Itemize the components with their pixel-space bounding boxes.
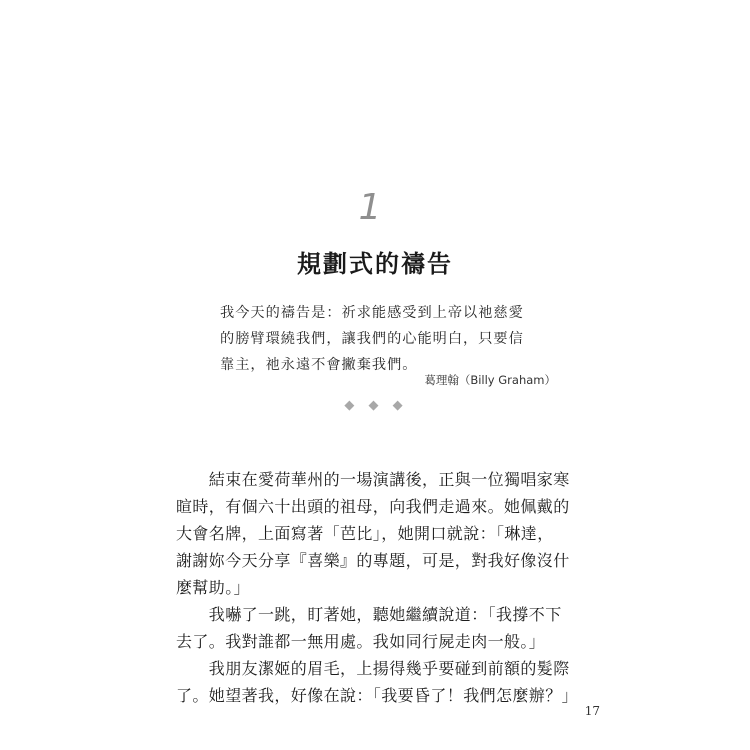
body-line: 我嚇了一跳，盯著她，聽她繼續說道：「我撐不下 — [176, 605, 562, 624]
epigraph-line: 靠主，祂永遠不會撇棄我們。 — [220, 357, 418, 373]
chapter-title: 規劃式的禱告 — [297, 250, 453, 278]
epigraph-line: 的膀臂環繞我們，讓我們的心能明白，只要信 — [220, 331, 524, 347]
page-number: 17 — [584, 704, 600, 718]
epigraph-line: 我今天的禱告是：祈求能感受到上帝以祂慈愛 — [220, 305, 524, 321]
epigraph-attribution: 葛理翰（Billy Graham） — [424, 373, 556, 387]
body-line: 了。她望著我，好像在說：「我要昏了！我們怎麼辦？」 — [176, 686, 579, 705]
body-line: 大會名牌，上面寫著「芭比」，她開口就說：「琳達， — [176, 524, 554, 543]
epigraph — [220, 300, 560, 378]
body-line: 結束在愛荷華州的一場演講後，正與一位獨唱家寒 — [176, 470, 570, 489]
body-line: 謝謝妳今天分享『喜樂』的專題，可是，對我好像沒什 — [176, 551, 570, 570]
diamond-ornament: ◆ ◆ ◆ — [344, 398, 408, 413]
body-line: 麼幫助。」 — [176, 578, 251, 597]
body-text — [176, 466, 579, 709]
body-line: 我朋友潔姬的眉毛，上揚得幾乎要碰到前額的髮際 — [176, 659, 570, 678]
body-line: 暄時，有個六十出頭的祖母，向我們走過來。她佩戴的 — [176, 497, 570, 516]
chapter-number: 1 — [358, 187, 382, 228]
body-line: 去了。我對誰都一無用處。我如同行屍走肉一般。」 — [176, 632, 546, 651]
